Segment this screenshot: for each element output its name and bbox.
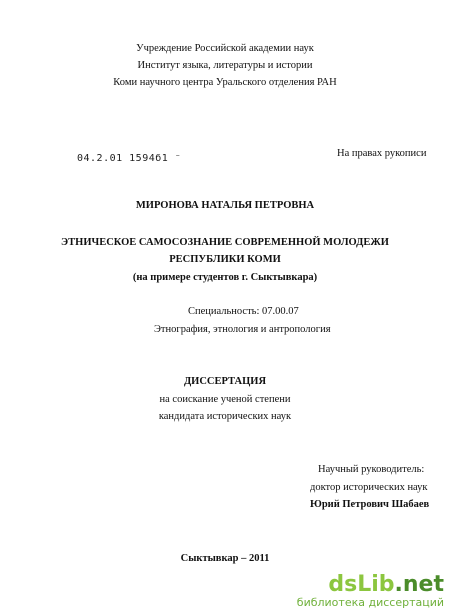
thesis-subtitle: (на примере студентов г. Сыктывкара): [132, 272, 318, 283]
thesis-title-line-1: ЭТНИЧЕСКОЕ САМОСОЗНАНИЕ СОВРЕМЕННОЙ МОЛОДЕЖИ: [61, 237, 389, 248]
watermark-subtitle: библиотека диссертаций: [296, 596, 444, 609]
author-name: МИРОНОВА НАТАЛЬЯ ПЕТРОВНА: [135, 200, 315, 211]
supervisor-label: Научный руководитель:: [318, 464, 425, 475]
dslib-watermark: [297, 574, 444, 609]
specialty-code: Специальность: 07.00.07: [188, 306, 299, 317]
watermark-logo: [297, 574, 444, 596]
thesis-title-line-2: РЕСПУБЛИКИ КОМИ: [169, 254, 281, 265]
supervisor-degree: доктор исторических наук: [310, 482, 428, 493]
degree-line-1: на соискание ученой степени: [159, 394, 291, 405]
document-type-heading: ДИССЕРТАЦИЯ: [183, 376, 267, 387]
watermark-logo-main: dsLib: [328, 572, 395, 597]
degree-line-2: кандидата исторических наук: [158, 411, 292, 422]
specialty-name: Этнография, этнология и антропология: [154, 324, 331, 335]
city-year: Сыктывкар – 2011: [180, 553, 270, 564]
registration-stamp-number: 04.2.01 1594б1 ⁻: [77, 153, 182, 164]
institution-line-3: Коми научного центра Уральского отделения РАН: [113, 77, 337, 88]
manuscript-rights-note: На правах рукописи: [337, 148, 427, 159]
watermark-logo-domain: .net: [394, 572, 444, 597]
supervisor-name: Юрий Петрович Шабаев: [310, 499, 430, 510]
institution-line-2: Институт языка, литературы и истории: [137, 60, 313, 71]
institution-line-1: Учреждение Российской академии наук: [136, 43, 314, 54]
